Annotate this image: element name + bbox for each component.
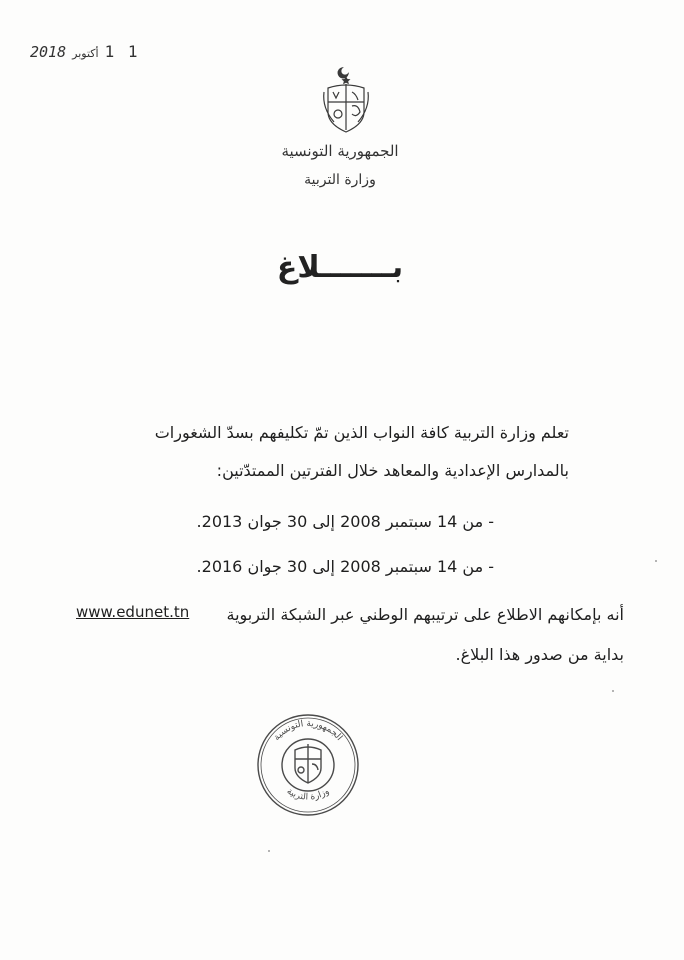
scan-speck — [655, 560, 657, 562]
coat-of-arms-icon — [318, 62, 374, 136]
date-month: أكتوبر — [72, 47, 99, 60]
scan-speck — [268, 850, 270, 852]
paragraph-2: بالمدارس الإعدادية والمعاهد خلال الفترتين الممتدّتين: — [216, 461, 569, 480]
svg-text:وزارة التربية — [285, 787, 332, 803]
seal-top-text: الجمهورية التونسية — [272, 718, 345, 743]
period-item-2: - من 14 سبتمبر 2008 إلى 30 جوان 2016. — [196, 557, 494, 576]
republic-name: الجمهورية التونسية — [281, 142, 399, 160]
date-year: 2018 — [30, 43, 67, 61]
date-stamp — [30, 42, 140, 61]
seal-bottom-text: وزارة التربية — [284, 786, 332, 803]
paragraph-1: تعلم وزارة التربية كافة النواب الذين تمّ تكليفهم بسدّ الشغورات — [154, 423, 569, 442]
paragraph-3: أنه بإمكانهم الاطلاع على ترتيبهم الوطني عبر الشبكة التربوية — [226, 605, 624, 624]
notice-title: بـــــــلاغ — [276, 250, 404, 285]
official-seal-icon — [255, 712, 361, 818]
edunet-link[interactable]: www.edunet.tn — [76, 603, 190, 621]
ministry-name: وزارة التربية — [304, 172, 376, 188]
paragraph-4: بداية من صدور هذا البلاغ. — [455, 645, 624, 664]
period-item-1: - من 14 سبتمبر 2008 إلى 30 جوان 2013. — [196, 512, 494, 531]
date-day: 1 1 — [104, 42, 140, 61]
scan-speck — [612, 690, 614, 692]
